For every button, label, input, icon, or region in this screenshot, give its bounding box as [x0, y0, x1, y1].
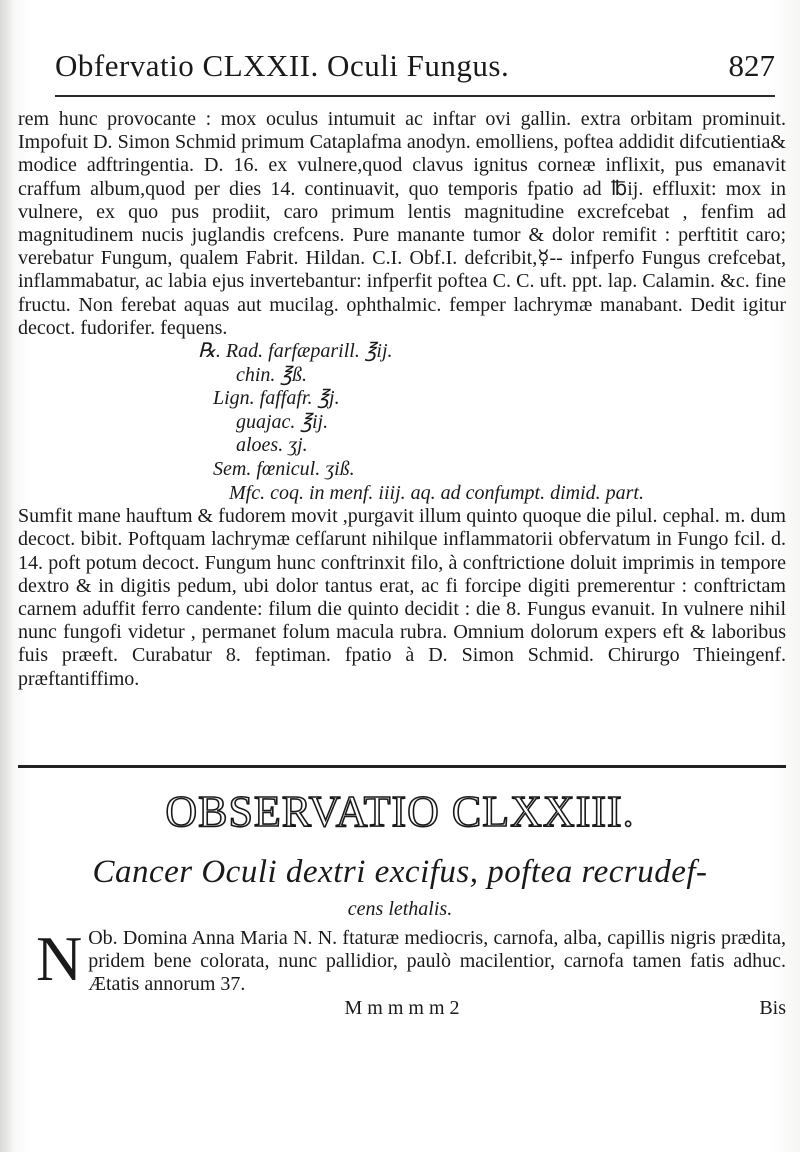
- signature-mark: M m m m m 2: [344, 996, 460, 1019]
- recipe-line: aloes. ʒj.: [236, 434, 308, 457]
- section-heading: OBSERVATIO CLXXIII.: [165, 787, 635, 836]
- section-rule: [18, 765, 786, 768]
- recipe-line: Sem. fœnicul. ʒiß.: [213, 458, 355, 480]
- signature-line: [18, 997, 786, 1020]
- recipe-line: ℞. Rad. farfæparill. ℥ij.: [198, 340, 393, 363]
- drop-cap: N: [36, 923, 83, 994]
- paragraph-case-history: rem hunc provocante : mox oculus intumuit ac inftar ovi gallin. extra orbitam prominuit. Impofuit D. Simon Schmid primum Cataplafma anodyn. emolliens, poftea addidit difcutientia& modice adftringentia. D. 16. ex vulnere,quod clavus ignitus corneæ inflixit, pus emanavit craffum album,quod per dies 14. continuavit, quo temporis fpatio ad ℔ij. effluxit: mox in vulnere, ex quo pus prodiit, caro primum lentis magnitudine excrefcebat , fenfim ad magnitudinem nucis juglandis crefcens. Pure manante tumor & dolor remifit : perftitit caro; verebatur Fungum, qualem Fabrit. Hildan. C.I. Obf.I. defcribit,☿-- infperfo Fungus crefcebat, inflammabatur, ac labia ejus invertebantur: infperfit poftea C. C. uft. ppt. lap. Calamin. &c. fine fructu. Non ferebat aquas aut mucilag. ophthalmic. femper lachrymæ manabant. Dedit igitur decoct. fudorifer. fequens.: [18, 108, 786, 339]
- page-number: 827: [728, 48, 775, 83]
- section-body: [18, 923, 786, 1020]
- recipe-line: Lign. faffafr. ℥j.: [213, 387, 340, 410]
- recipe-instruction: Mfc. coq. in menf. iiij. aq. ad confumpt. dimid. part.: [229, 481, 644, 504]
- paragraph-treatment: Sumfit mane hauftum & fudorem movit ,purgavit illum quinto quoque die pilul. cephal. m. dum decoct. bibit. Poftquam lachrymæ cefſarunt nihilque inflammatorii obfervatum in Fungo fcil. d. 14. poft potum decoct. Fungum hunc conftrinxit filo, à conftrictione doluit imprimis in tempore dextro & in digitis pedum, ubi dolor tantus erat, ac fi forcipe digiti premerentur : conftrictam carnem aduffit ferro candente: filum die quinto decidit : die 8. Fungus evanuit. In vulnere nihil nunc fungofi videtur , permanet folum macula rubra. Omnium dolorum expers eft & laboribus fuis præeft. Curabatur 8. feptiman. fpatio à D. Simon Schmid. Chirurgo Thieingenf. præftantiffimo.: [18, 505, 786, 690]
- recipe-block: [18, 340, 786, 482]
- catchword: Bis: [759, 996, 786, 1019]
- paragraph-patient: Ob. Domina Anna Maria N. N. ftaturæ mediocris, carnofa, alba, capillis nigris prædita, pridem bene colorata, nunc pallidior, paulò macilentior, carnofa tamen fatis adhuc. Ætatis annorum 37.: [88, 927, 786, 996]
- page-edge-shadow: [0, 0, 14, 1152]
- header-rule: [55, 95, 775, 97]
- page-header: [55, 48, 775, 98]
- recipe-line: guajac. ℥ij.: [236, 410, 329, 433]
- section-subtitle-continued: cens lethalis.: [347, 898, 453, 920]
- section-subtitle: Cancer Oculi dextri excifus, poftea recrudef-: [92, 854, 708, 890]
- running-head: Obfervatio CLXXII. Oculi Fungus.: [55, 48, 510, 83]
- recipe-line: chin. ℥ß.: [236, 363, 307, 386]
- observation-body: [18, 108, 786, 691]
